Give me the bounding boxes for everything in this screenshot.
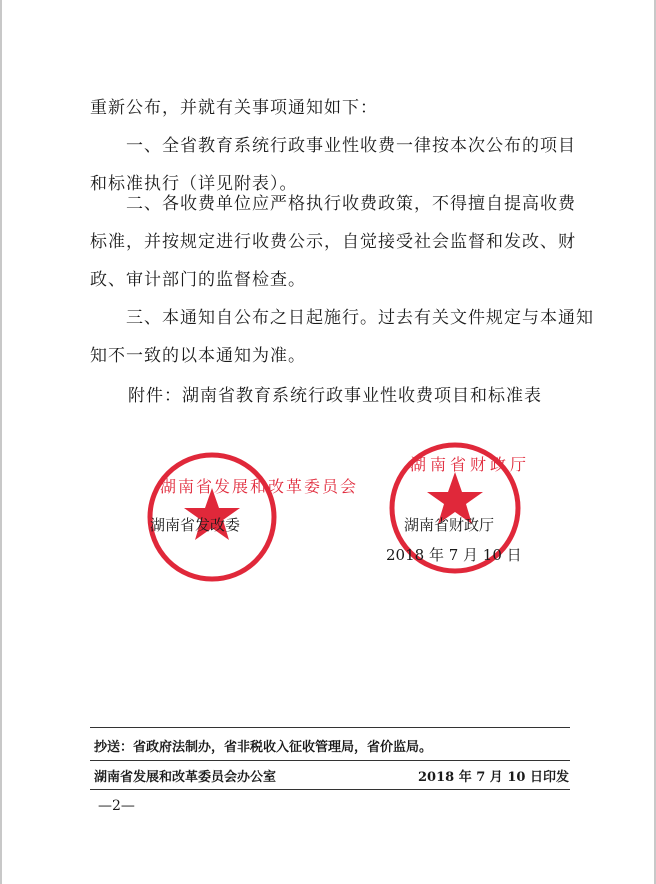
- cc-line: 抄送：省政府法制办，省非税收入征收管理局，省价监局。: [94, 740, 433, 755]
- body-p1-line1: 一、全省教育系统行政事业性收费一律按本次公布的项目: [126, 136, 576, 156]
- body-p2-line1: 二、各收费单位应严格执行收费政策，不得擅自提高收费: [126, 194, 576, 214]
- body-p1-line2: 和标准执行（详见附表）。: [90, 174, 298, 194]
- signature-date: 2018 年 7 月 10 日: [386, 546, 522, 564]
- right-seal-arc-text: 湖南省财政厅: [410, 455, 531, 474]
- body-p2-line2: 标准，并按规定进行收费公示，自觉接受社会监督和发改、财: [90, 232, 576, 252]
- attachment-line: 附件：湖南省教育系统行政事业性收费项目和标准表: [128, 386, 542, 406]
- page-number: —2—: [98, 798, 135, 814]
- body-p3-line2: 知不一致的以本通知为准。: [90, 346, 306, 366]
- body-p2-line3: 政、审计部门的监督检查。: [90, 270, 306, 290]
- issue-date: 2018 年 7 月 10 日印发: [418, 770, 569, 785]
- issuer: 湖南省发展和改革委员会办公室: [94, 770, 277, 785]
- body-p3-line1: 三、本通知自公布之日起施行。过去有关文件规定与本通知: [126, 308, 594, 328]
- footer-bottom-rule: [90, 789, 570, 790]
- body-line-intro: 重新公布，并就有关事项通知如下：: [90, 98, 378, 118]
- page-edge-left: [0, 0, 2, 884]
- left-seal-arc-text: 湖南省发展和改革委员会: [160, 477, 359, 496]
- left-signer: 湖南省发改委: [150, 516, 241, 534]
- footer-top-rule: [90, 727, 570, 728]
- footer-middle-rule: [90, 760, 570, 761]
- right-signer: 湖南省财政厅: [404, 516, 495, 534]
